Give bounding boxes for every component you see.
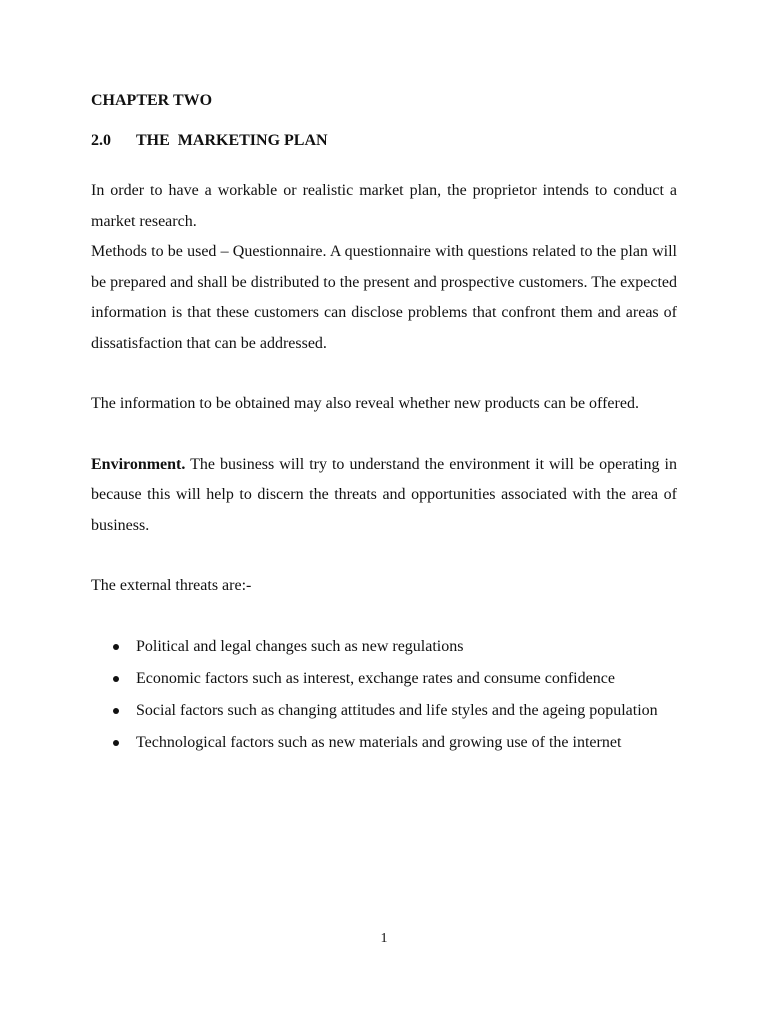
bullet-icon [113,740,119,746]
paragraph-environment [91,450,677,542]
bullet-text: Political and legal changes such as new regulations [136,637,464,655]
section-heading [91,128,677,154]
threats-list [91,632,677,758]
bullet-text: Technological factors such as new materials and growing use of the internet [136,733,622,751]
section-title: THE MARKETING PLAN [136,132,328,149]
paragraph-market-research: In order to have a workable or realistic market plan, the proprietor intends to conduct a market research. [91,182,677,230]
section-number: 2.0 [91,132,111,149]
paragraph-methods: Methods to be used – Questionnaire. A questionnaire with questions related to the plan will be prepared and shall be distributed to the present and prospective customers. The expected information is that these customers can disclose problems that confront them and areas of dissatisfaction that can be addressed. [91,243,677,352]
environment-lead: Environment. [91,455,186,473]
bullet-icon [113,644,119,650]
bullet-text: Social factors such as changing attitudes and life styles and the ageing population [136,701,658,719]
threats-intro: The external threats are:- [91,577,252,594]
bullet-icon [113,676,119,682]
environment-text: The business will try to understand the environment it will be operating in because this will help to discern the threats and opportunities associated with the area of business. [91,455,677,534]
bullet-icon [113,708,119,714]
chapter-heading: CHAPTER TWO [91,92,213,109]
list-item [91,664,677,694]
page-content [91,88,677,760]
bullet-text: Economic factors such as interest, exchange rates and consume confidence [136,669,615,687]
list-item [91,728,677,758]
paragraph-information: The information to be obtained may also reveal whether new products can be offered. [91,395,639,412]
page-number: 1 [380,931,388,946]
list-item [91,696,677,726]
list-item [91,632,677,662]
